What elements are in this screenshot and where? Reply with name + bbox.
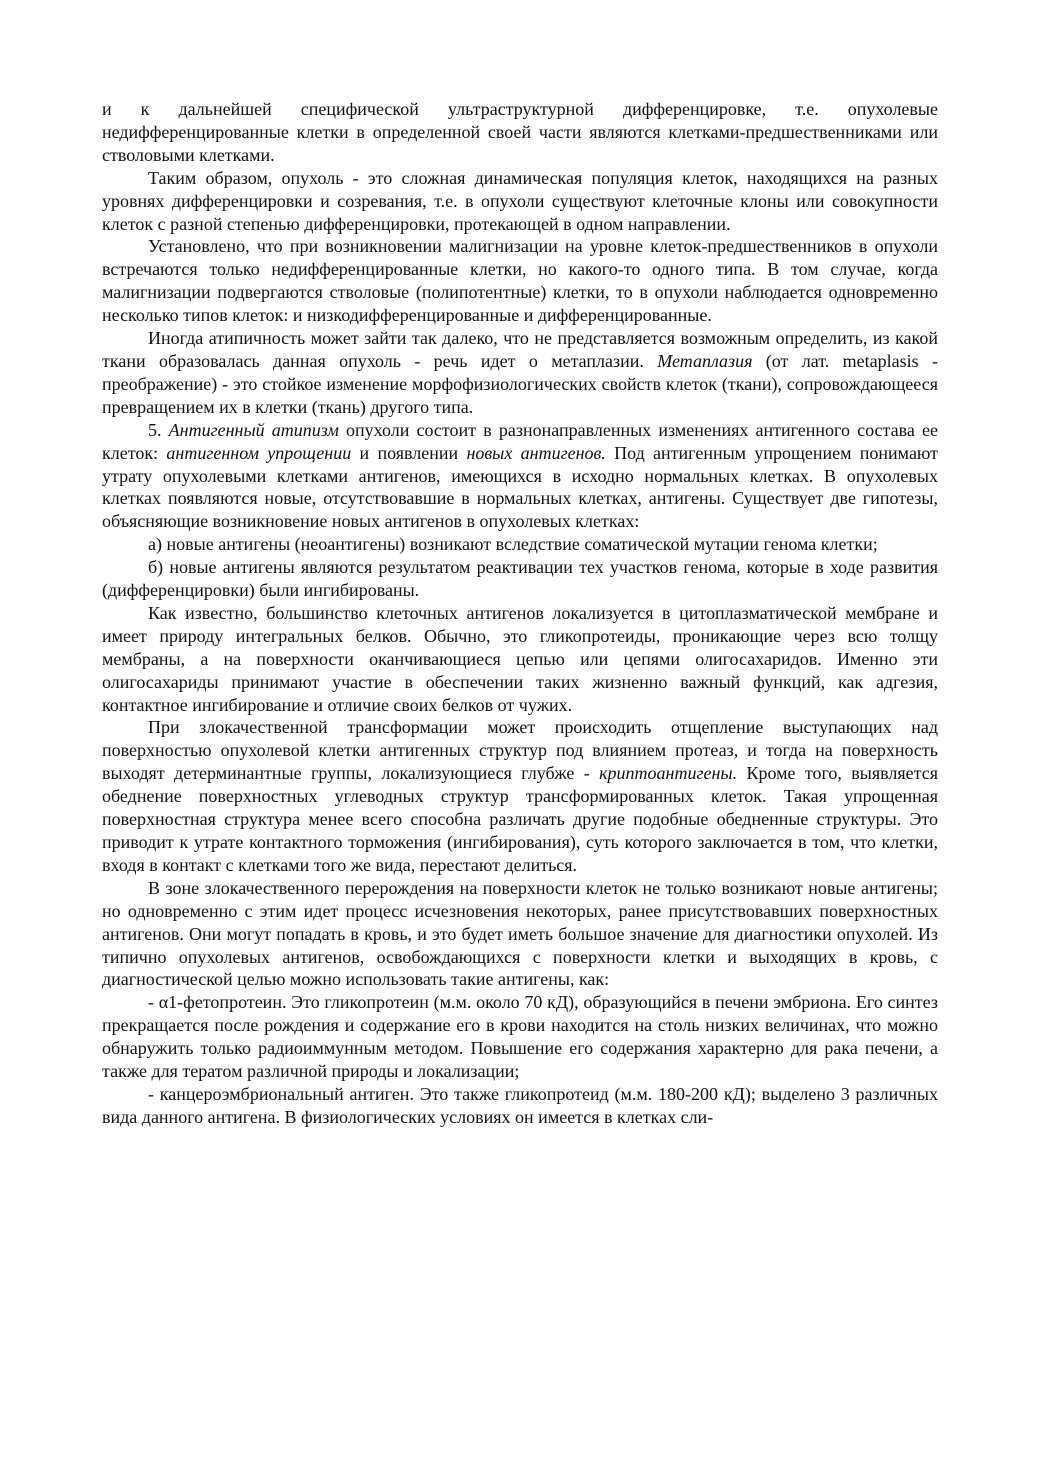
paragraph-dynamic-population xyxy=(102,167,938,236)
paragraph-diagnostic-antigens xyxy=(102,877,938,992)
text-run: В зоне злокачественного перерождения на поверхности клеток не только возникают новые антигены; но одновременно с этим идет процесс исчезновения некоторых, ранее присутствовавших поверхностных антигенов. Они могут попадать в кровь, и это будет иметь большое значение для диагностики опухолей. Из типично опухолевых антигенов, освобождающихся с поверхности клетки и выходящих в кровь, с диагностической целью можно использовать такие антигены, как: xyxy=(102,877,938,990)
text-run: При злокачественной трансформации может происходить отщепление выступающих над поверхностью опухолевой клетки антигенных структур под влиянием протеаз, и тогда на поверхность выходят детерминантные группы, локализующиеся глубже - xyxy=(102,717,938,784)
paragraph-continuation xyxy=(102,98,938,167)
text-run: б) новые антигены являются результатом реактивации тех участков генома, которые в ходе развития (дифференцировки) были ингибированы. xyxy=(102,557,938,601)
text-run: - канцероэмбриональный антиген. Это также гликопротеид (м.м. 180-200 кД); выделено 3 различных вида данного антигена. В физиологических условиях он имеется в клетках сли- xyxy=(102,1083,938,1127)
paragraph-afp xyxy=(102,991,938,1083)
text-run: опухоли состоит в разнонаправленных изменениях антигенного состава ее клеток: xyxy=(102,419,939,463)
text-run: Под антигенным упрощением понимают утрату опухолевыми клетками антигенов, имеющихся в исходно нормальных клетках. В опухолевых клетках появляются новые, отсутствовавшие в нормальных клетках, антигены. Существует две гипотезы, объясняющие возникновение новых антигенов в опухолевых клетках: xyxy=(102,442,939,532)
text-run: и появлении xyxy=(351,442,467,463)
term-cryptoantigens: криптоантигены. xyxy=(599,763,738,784)
text-run: Таким образом, опухоль - это сложная динамическая популяция клеток, находящихся на разных уровнях дифференцировки и созревания, т.е. в опухоли существуют клеточные клоны или совокупности клеток с разной степенью дифференцировки, протекающей в одном направлении. xyxy=(102,167,938,234)
text-run: Иногда атипичность может зайти так далеко, что не представляется возможным определить, из какой ткани образовалась данная опухоль - речь идет о метаплазии. xyxy=(102,328,938,371)
text-run: и к дальнейшей специфической ультраструктурной дифференцировке, т.е. опухолевые недифференцированные клетки в определенной своей части являются клетками-предшественниками или стволовыми клетками. xyxy=(102,99,938,165)
text-run: Установлено, что при возникновении малигнизации на уровне клеток-предшественников в опухоли встречаются только недифференцированные клетки, но какого-то одного типа. В том случае, когда малигнизации подвергаются стволовые (полипотентные) клетки, то в опухоли наблюдается одновременно несколько типов клеток: и низкодифференцированные и дифференцированные. xyxy=(102,236,938,326)
term-new-antigens: новых антигенов. xyxy=(466,442,606,463)
text-run: Кроме того, выявляется обеднение поверхностных углеводных структур трансформированных клеток. Такая упрощенная поверхностная структура менее всего способна различать другие подобные обедненные структуры. Это приводит к утрате контактного торможения (ингибирования), суть которого заключается в том, что клетки, входя в контакт с клетками того же вида, перестают делиться. xyxy=(102,763,938,875)
paragraph-antigenic-atypism xyxy=(102,419,938,534)
paragraph-hypothesis-b xyxy=(102,556,938,602)
term-antigenic-simplification: антигенном упрощении xyxy=(166,442,352,463)
text-run: - α1-фетопротеин. Это гликопротеин (м.м. около 70 кД), образующийся в печени эмбриона. Его синтез прекращается после рождения и содержание его в крови находится на столь низких величинах, что можно обнаружить только радиоиммунным методом. Повышение его содержания характерно для рака печени, а также для тератом различной природы и локализации; xyxy=(102,992,938,1082)
term-metaplasia: Метаплазия xyxy=(657,350,753,371)
text-run: 5. xyxy=(148,419,169,440)
paragraph-metaplasia xyxy=(102,327,938,419)
term-antigenic-atypism: Антигенный атипизм xyxy=(168,419,339,440)
paragraph-hypothesis-a xyxy=(102,533,938,556)
paragraph-membrane-antigens xyxy=(102,602,938,717)
paragraph-malignization xyxy=(102,235,938,327)
text-run: а) новые антигены (неоантигены) возникают вследствие соматической мутации генома клетки; xyxy=(148,534,878,555)
document-page xyxy=(102,98,938,1129)
text-run: Как известно, большинство клеточных антигенов локализуется в цитоплазматической мембране и имеет природу интегральных белков. Обычно, это гликопротеиды, проникающие через всю толщу мембраны, а на поверхности оканчивающиеся цепью или цепями олигосахаридов. Именно эти олигосахариды принимают участие в обеспечении таких жизненно важный функций, как адгезия, контактное ингибирование и отличие своих белков от чужих. xyxy=(102,602,938,715)
paragraph-cryptoantigens xyxy=(102,716,938,876)
text-run: (от лат. metaplasis - преображение) - это стойкое изменение морфофизиологических свойств клеток (ткани), сопровождающееся превращением их в клетки (ткань) другого типа. xyxy=(102,350,938,417)
paragraph-cea xyxy=(102,1083,938,1129)
